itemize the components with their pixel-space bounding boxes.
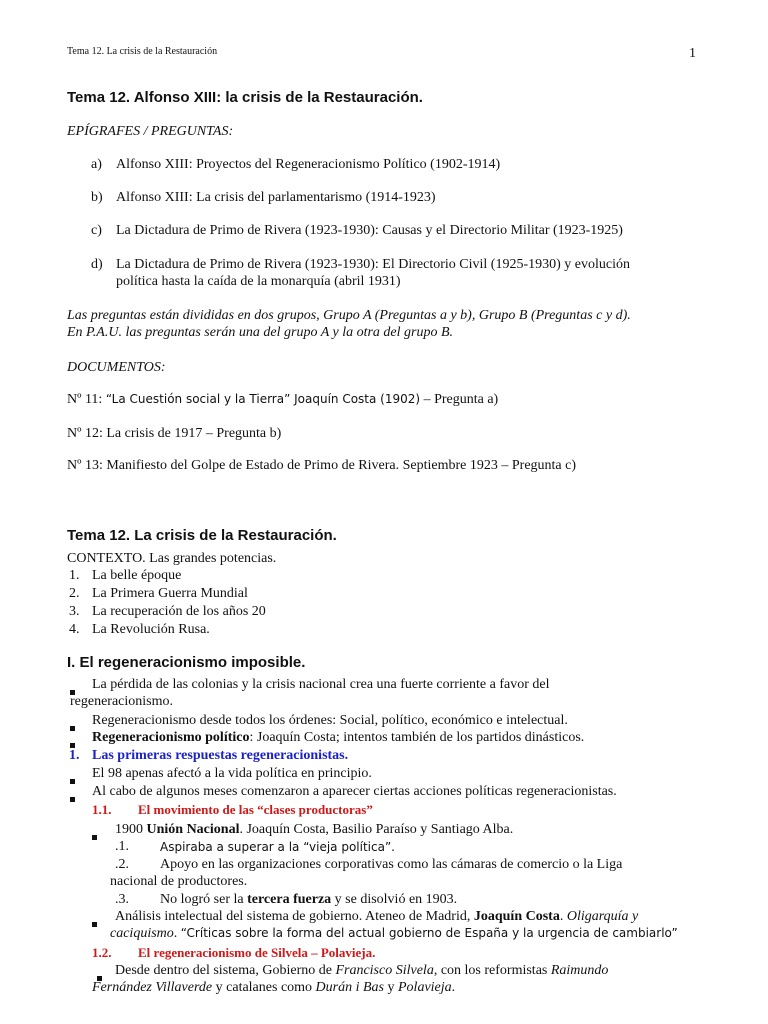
sub-bullet-2-line2-mid: . — [173, 926, 181, 941]
context-item-2: La Primera Guerra Mundial — [92, 586, 248, 601]
document-11 — [67, 392, 498, 408]
sub-bullet-union-nacional — [115, 822, 513, 838]
question-c-text: La Dictadura de Primo de Rivera (1923-1930): Causas y el Directorio Militar (1923-1925) — [116, 223, 623, 238]
context-item-2-num: 2. — [69, 586, 80, 601]
sub-bullet-3-line2-mid: y catalanes como — [212, 980, 316, 995]
context-item-1-num: 1. — [69, 568, 80, 583]
sub-bullet-3-mid: , con los reformistas — [433, 963, 551, 978]
document-12 — [67, 426, 281, 442]
question-c-marker: c) — [91, 223, 102, 238]
bullet-1-line1: La pérdida de las colonias y la crisis nacional crea una fuerte corriente a favor del — [92, 677, 550, 692]
question-b-text: Alfonso XIII: La crisis del parlamentarismo (1914-1923) — [116, 190, 436, 205]
bullet-3-rest: : Joaquín Costa; intentos también de los partidos dinásticos. — [249, 730, 585, 745]
numbered-3-num: .3. — [115, 892, 129, 907]
question-d-marker: d) — [91, 257, 103, 272]
sub-bullet-2-mid: . — [559, 909, 567, 924]
sub-bullet-3-line2-italic-3: Polavieja — [398, 980, 452, 995]
document-13 — [67, 458, 576, 474]
sub-bullet-3-line1 — [115, 963, 608, 979]
context-item-4: La Revolución Rusa. — [92, 622, 210, 637]
bullet-icon — [92, 829, 97, 847]
document-12-suffix: – Pregunta b) — [202, 426, 282, 441]
documentos-heading: DOCUMENTOS: — [67, 360, 166, 375]
heading-1-2-number: 1.2. — [92, 945, 112, 960]
sub-bullet-2-bold: Joaquín Costa — [473, 909, 560, 924]
context-heading: CONTEXTO. Las grandes potencias. — [67, 551, 277, 566]
heading-1-text: Las primeras respuestas regeneracionistas. — [92, 748, 349, 763]
bullet-1-line2: regeneracionismo. — [70, 694, 174, 709]
sub-bullet-3-line2-italic: Fernández Villaverde — [92, 980, 213, 995]
note-line-1: Las preguntas están divididas en dos grupos, Grupo A (Preguntas a y b), Grupo B (Preguntas c y d). — [67, 308, 631, 323]
epigrafes-heading: EPÍGRAFES / PREGUNTAS: — [67, 124, 234, 139]
page-number: 1 — [689, 46, 696, 61]
sub-bullet-3-italic-2: Raimundo — [550, 963, 609, 978]
sub-bullet-1-pre: 1900 — [115, 822, 147, 837]
document-11-suffix: – Pregunta a) — [420, 392, 499, 407]
heading-1-number: 1. — [69, 748, 80, 763]
sub-bullet-3-line2-end: . — [451, 980, 456, 995]
numbered-2-num: .2. — [115, 857, 129, 872]
sub-bullet-2-italic: Oligarquía y — [566, 909, 639, 924]
sub-bullet-1-bold: Unión Nacional — [146, 822, 240, 837]
document-11-prefix: Nº 11: — [67, 392, 106, 407]
bullet-icon — [92, 916, 97, 934]
question-b-marker: b) — [91, 190, 103, 205]
sub-bullet-2-line2 — [110, 926, 678, 942]
numbered-1-num: .1. — [115, 839, 129, 854]
section-title: Tema 12. La crisis de la Restauración. — [67, 527, 337, 544]
document-13-prefix: Nº 13: — [67, 458, 107, 473]
sub-bullet-2-quote: “Críticas sobre la forma del actual gobierno de España y la urgencia de cambiarlo” — [180, 926, 678, 940]
bullet-4: El 98 apenas afectó a la vida política en principio. — [92, 766, 372, 781]
sub-bullet-3-line2-and: y — [384, 980, 398, 995]
numbered-3-text — [160, 892, 457, 908]
sub-bullet-3-line2-italic-2: Durán i Bas — [315, 980, 384, 995]
sub-bullet-2-pre: Análisis intelectual del sistema de gobierno. Ateneo de Madrid, — [115, 909, 474, 924]
heading-1-1-number: 1.1. — [92, 802, 112, 817]
bullet-icon — [70, 720, 75, 738]
sub-bullet-3-line2 — [92, 980, 455, 996]
sub-bullet-2-line1 — [115, 909, 638, 925]
context-item-4-num: 4. — [69, 622, 80, 637]
numbered-2-text: Apoyo en las organizaciones corporativas como las cámaras de comercio o la Liga — [160, 857, 623, 872]
sub-bullet-3-pre: Desde dentro del sistema, Gobierno de — [115, 963, 336, 978]
document-11-title: “La Cuestión social y la Tierra” Joaquín Costa (1902) — [105, 392, 421, 406]
document-13-suffix: – Pregunta c) — [497, 458, 577, 473]
bullet-2: Regeneracionismo desde todos los órdenes: Social, político, económico e intelectual. — [92, 713, 568, 728]
context-item-3-num: 3. — [69, 604, 80, 619]
document-12-title: La crisis de 1917 — [106, 426, 203, 441]
running-header: Tema 12. La crisis de la Restauración — [67, 46, 218, 57]
sub-bullet-2-line2-italic: caciquismo — [110, 926, 174, 941]
bullet-3 — [92, 730, 584, 746]
context-item-3: La recuperación de los años 20 — [92, 604, 266, 619]
numbered-3-pre: No logró ser la — [160, 892, 248, 907]
numbered-3-bold: tercera fuerza — [247, 892, 332, 907]
document-12-prefix: Nº 12: — [67, 426, 107, 441]
context-item-1: La belle époque — [92, 568, 182, 583]
numbered-3-rest: y se disolvió en 1903. — [331, 892, 458, 907]
sub-bullet-3-italic-1: Francisco Silvela — [335, 963, 434, 978]
question-d-text-line2: política hasta la caída de la monarquía (abril 1931) — [116, 274, 401, 289]
sub-bullet-1-rest: . Joaquín Costa, Basilio Paraíso y Santiago Alba. — [239, 822, 514, 837]
heading-1-2-text: El regeneracionismo de Silvela – Polavieja. — [138, 945, 376, 960]
question-a-marker: a) — [91, 157, 102, 172]
note-line-2: En P.A.U. las preguntas serán una del grupo A y la otra del grupo B. — [67, 325, 454, 340]
bullet-3-bold: Regeneracionismo político — [92, 730, 250, 745]
document-13-title: Manifiesto del Golpe de Estado de Primo de Rivera. Septiembre 1923 — [106, 458, 498, 473]
question-d-text: La Dictadura de Primo de Rivera (1923-1930): El Directorio Civil (1925-1930) y evolución — [116, 257, 630, 272]
part1-title: I. El regeneracionismo imposible. — [67, 654, 306, 671]
numbered-2-text-line2: nacional de productores. — [110, 874, 248, 889]
bullet-icon — [70, 791, 75, 809]
question-a-text: Alfonso XIII: Proyectos del Regeneracionismo Político (1902-1914) — [116, 157, 501, 172]
heading-1-1-text: El movimiento de las “clases productoras” — [138, 802, 373, 817]
page-title: Tema 12. Alfonso XIII: la crisis de la Restauración. — [67, 89, 423, 106]
numbered-1-text: Aspiraba a superar a la “vieja política”. — [160, 840, 395, 854]
bullet-5: Al cabo de algunos meses comenzaron a aparecer ciertas acciones políticas regeneracionistas. — [92, 784, 617, 799]
bullet-icon — [70, 773, 75, 791]
